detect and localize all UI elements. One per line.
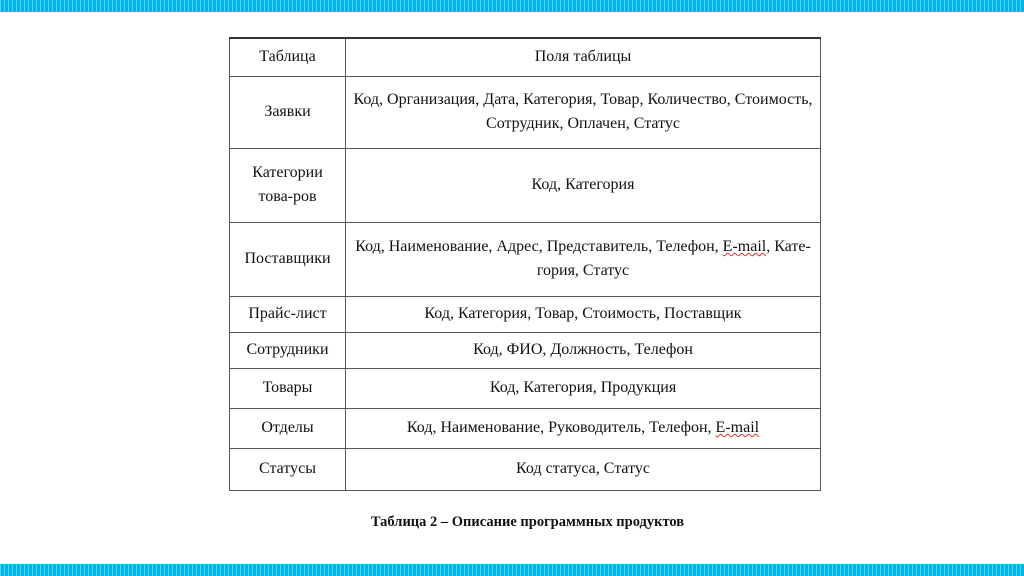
fields-email-text: E-mail (715, 419, 760, 436)
table-name-cell: Прайс-лист (230, 296, 346, 332)
table-name-cell: Категории това-ров (230, 148, 346, 222)
table-row (230, 148, 821, 222)
fields-email-text: E-mail (722, 238, 767, 255)
table-name-cell: Товары (230, 368, 346, 408)
fields-cell: Код статуса, Статус (346, 448, 821, 490)
table-name-cell: Поставщики (230, 222, 346, 296)
table-row (230, 448, 821, 490)
fields-cell (346, 222, 821, 296)
fields-cell: Код, Организация, Дата, Категория, Товар, Количество, Стоимость, Сотрудник, Оплачен, Статус (346, 76, 821, 148)
table-header-row (230, 38, 821, 76)
header-fields-cell: Поля таблицы (346, 38, 821, 76)
top-decorative-band (0, 0, 1024, 12)
fields-text: Код, Наименование, Руководитель, Телефон, (406, 419, 716, 436)
bottom-decorative-band (0, 564, 1024, 576)
table-row (230, 332, 821, 368)
table-row (230, 368, 821, 408)
table-name-cell: Заявки (230, 76, 346, 148)
table-name-cell: Отделы (230, 408, 346, 448)
fields-table (229, 37, 821, 491)
fields-cell (346, 408, 821, 448)
table-row (230, 222, 821, 296)
table-caption: Таблица 2 – Описание программных продуктов (370, 514, 685, 530)
fields-cell: Код, Категория, Продукция (346, 368, 821, 408)
fields-text: Код, Наименование, Адрес, Представитель, Телефон, (355, 238, 723, 255)
table-name-cell: Статусы (230, 448, 346, 490)
table-row (230, 408, 821, 448)
fields-text-end: , Кате-гория, Статус (536, 238, 811, 279)
table-row (230, 76, 821, 148)
fields-cell: Код, ФИО, Должность, Телефон (346, 332, 821, 368)
fields-cell: Код, Категория (346, 148, 821, 222)
header-table-cell: Таблица (230, 38, 346, 76)
table-row (230, 296, 821, 332)
fields-cell: Код, Категория, Товар, Стоимость, Поставщик (346, 296, 821, 332)
table-name-cell: Сотрудники (230, 332, 346, 368)
